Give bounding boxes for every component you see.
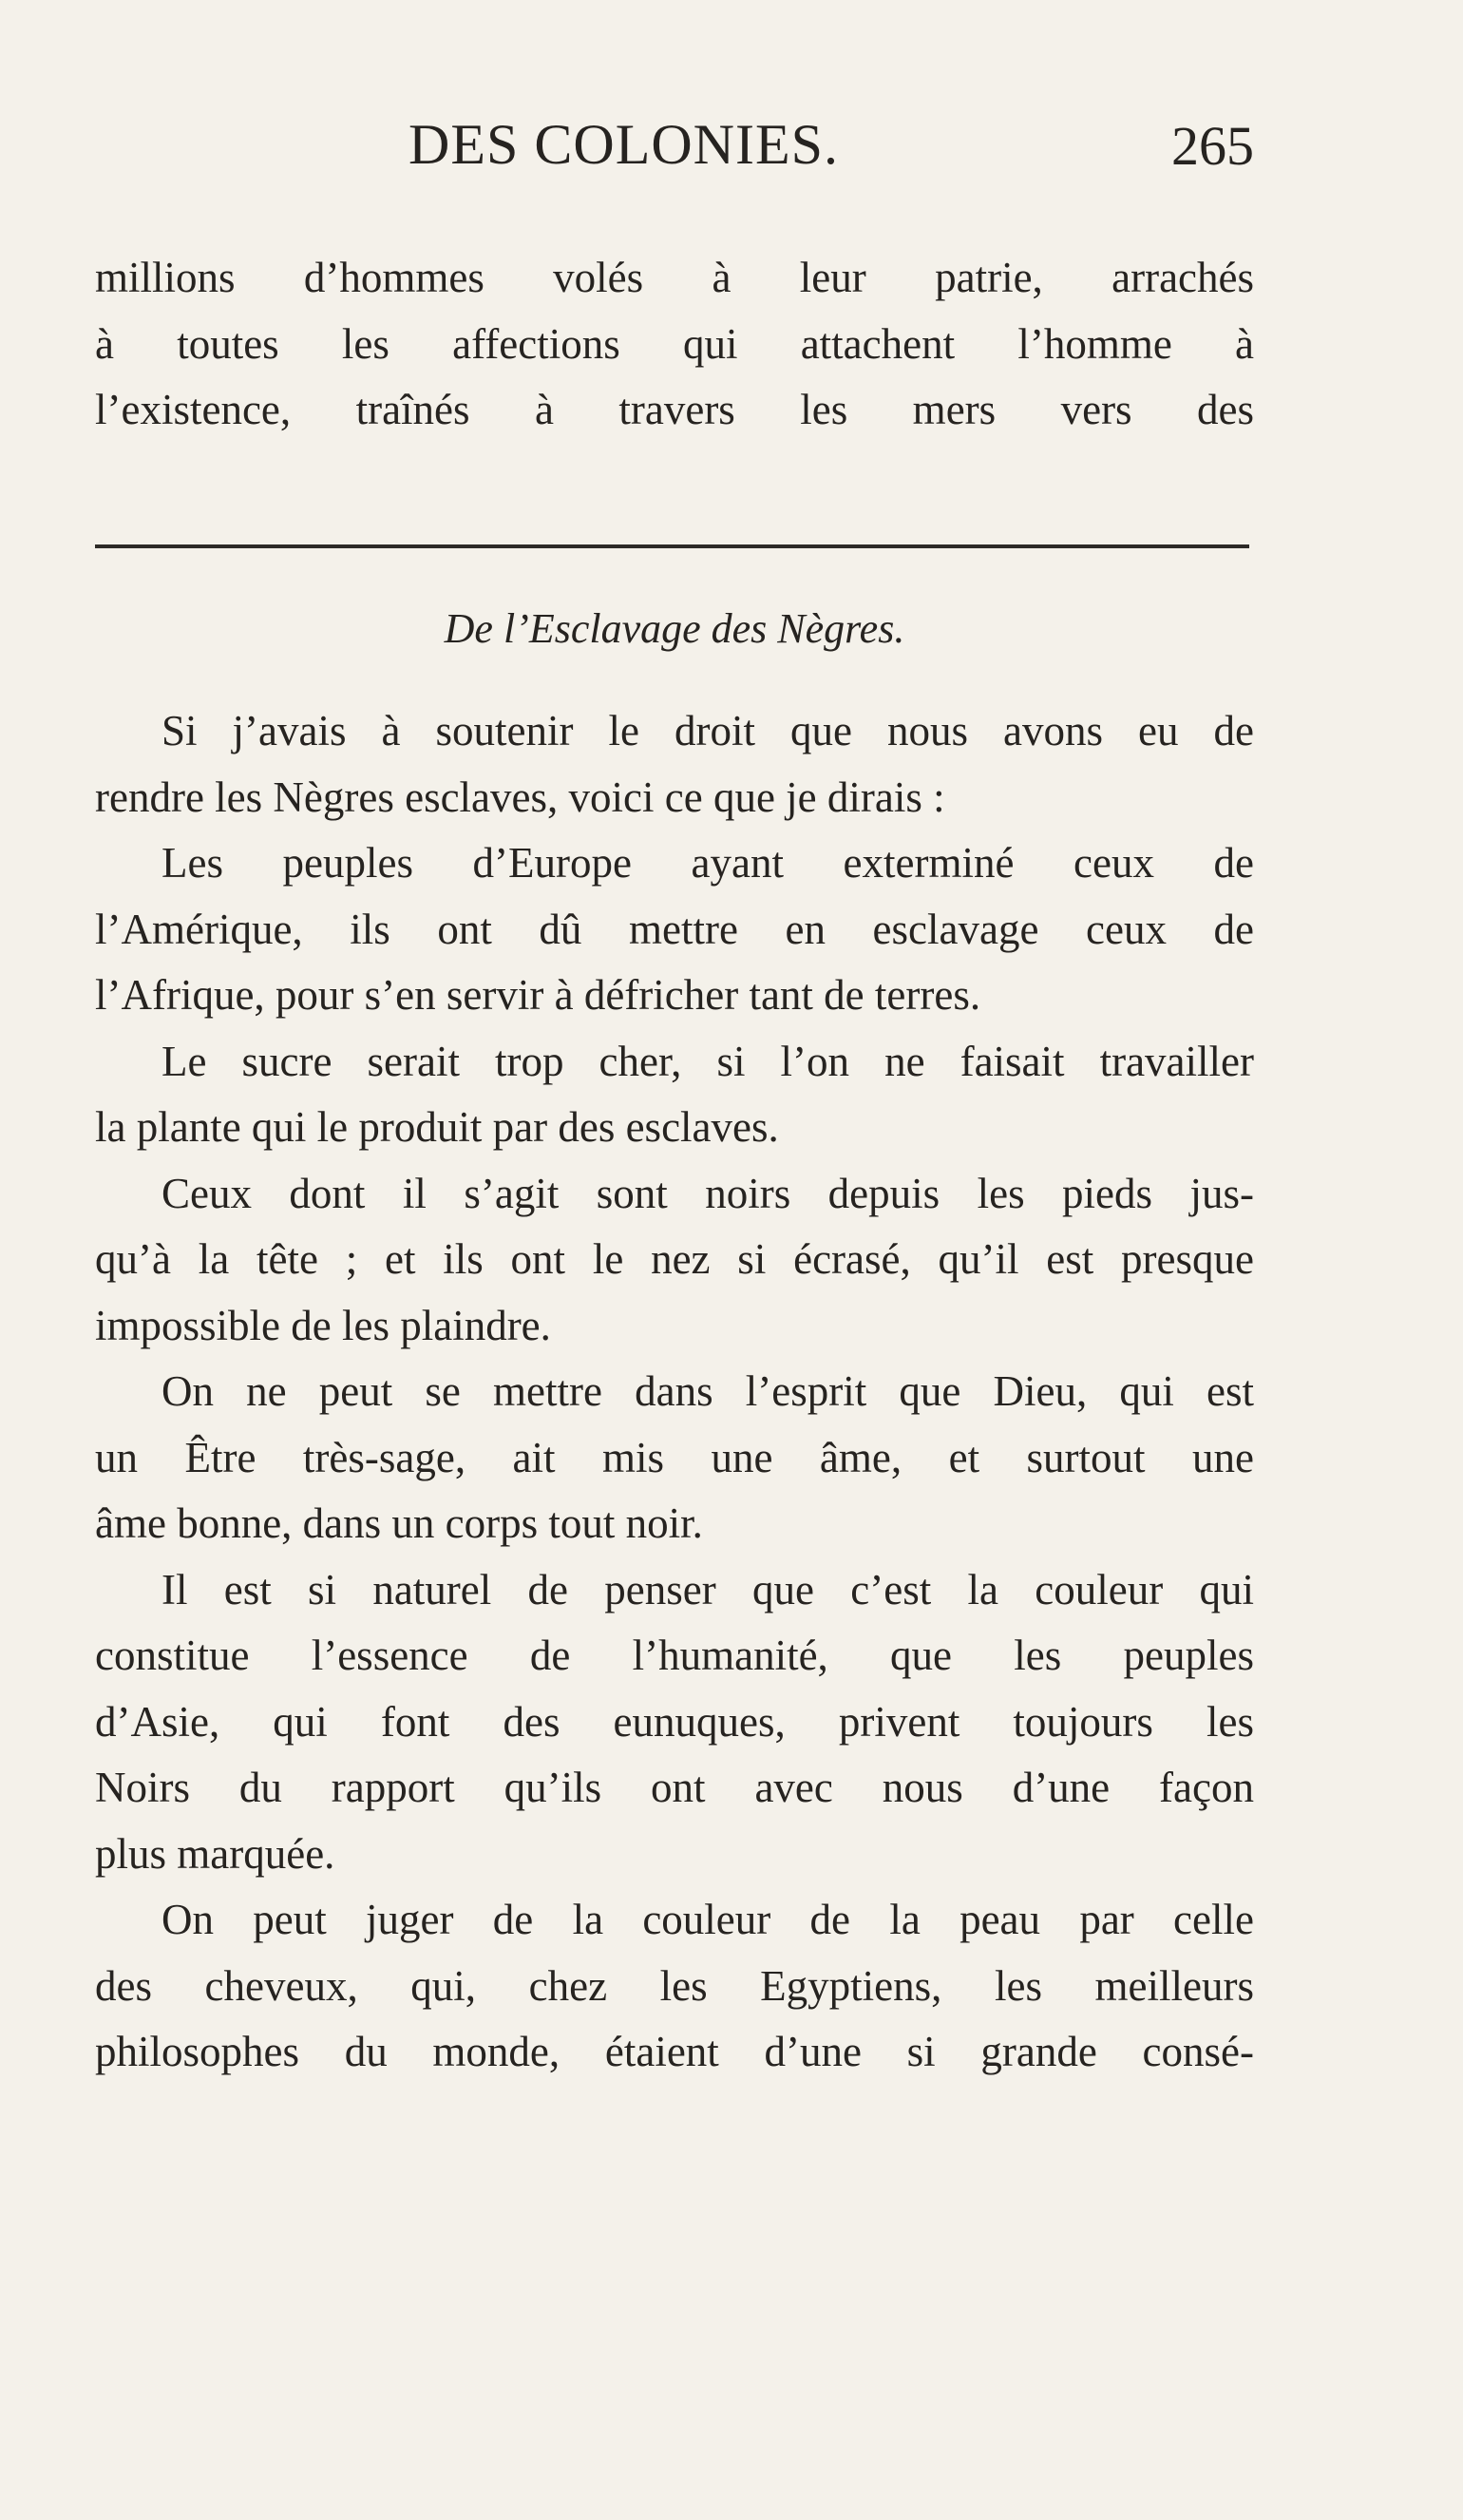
text-line: à toutes les affections qui attachent l’homme à — [95, 319, 1254, 368]
text-line: la plante qui le produit par des esclaves. — [95, 1103, 779, 1151]
text-line: Les peuples d’Europe ayant exterminé ceux de — [162, 839, 1254, 887]
text-line: Noirs du rapport qu’ils ont avec nous d’une façon — [95, 1764, 1254, 1811]
running-head — [95, 112, 1254, 188]
text-line: millions d’hommes volés à leur patrie, arrachés — [95, 254, 1254, 301]
running-title: DES COLONIES. — [408, 113, 840, 176]
text-line: Le sucre serait trop cher, si l’on ne faisait travailler — [162, 1037, 1254, 1085]
text-line: d’Asie, qui font des eunuques, privent toujours les — [95, 1697, 1254, 1746]
paragraph — [95, 830, 1254, 1029]
text-line: l’Afrique, pour s’en servir à défricher tant de terres. — [95, 971, 981, 1019]
text-line: On ne peut se mettre dans l’esprit que Dieu, qui est — [162, 1367, 1254, 1415]
text-line: l’Amérique, ils ont dû mettre en esclavage ceux de — [95, 905, 1254, 953]
text-line: Il est si naturel de penser que c’est la couleur qui — [162, 1565, 1254, 1613]
text-line: Si j’avais à soutenir le droit que nous avons eu de — [162, 707, 1254, 754]
paragraph — [95, 1557, 1254, 1888]
text-line: âme bonne, dans un corps tout noir. — [95, 1499, 703, 1547]
continuation-text — [95, 245, 1254, 444]
text-line: philosophes du monde, étaient d’une si grande consé- — [95, 2028, 1254, 2075]
chapter-title: De l’Esclavage des Nègres. — [444, 605, 905, 652]
text-line: constitue l’essence de l’humanité, que les peuples — [95, 1632, 1254, 1679]
text-line: des cheveux, qui, chez les Egyptiens, les meilleurs — [95, 1961, 1254, 2010]
paragraph — [95, 1029, 1254, 1161]
paragraph — [95, 1887, 1254, 2086]
paragraph — [95, 1359, 1254, 1557]
text-line: rendre les Nègres esclaves, voici ce que je dirais : — [95, 773, 945, 821]
text-line: On peut juger de la couleur de la peau par celle — [162, 1896, 1254, 1943]
page-number: 265 — [1171, 115, 1254, 177]
chapter-divider-rule — [95, 544, 1249, 548]
text-line: l’existence, traînés à travers les mers vers des — [95, 386, 1254, 433]
text-line: qu’à la tête ; et ils ont le nez si écrasé, qu’il est presque — [95, 1235, 1254, 1283]
text-line: impossible de les plaindre. — [95, 1301, 551, 1349]
chapter-body — [95, 698, 1254, 2086]
paragraph — [95, 698, 1254, 830]
paragraph — [95, 1161, 1254, 1360]
text-line: un Être très-sage, ait mis une âme, et surtout une — [95, 1433, 1254, 1481]
text-line: Ceux dont il s’agit sont noirs depuis les pieds jus- — [162, 1169, 1254, 1217]
text-line: plus marquée. — [95, 1829, 335, 1878]
